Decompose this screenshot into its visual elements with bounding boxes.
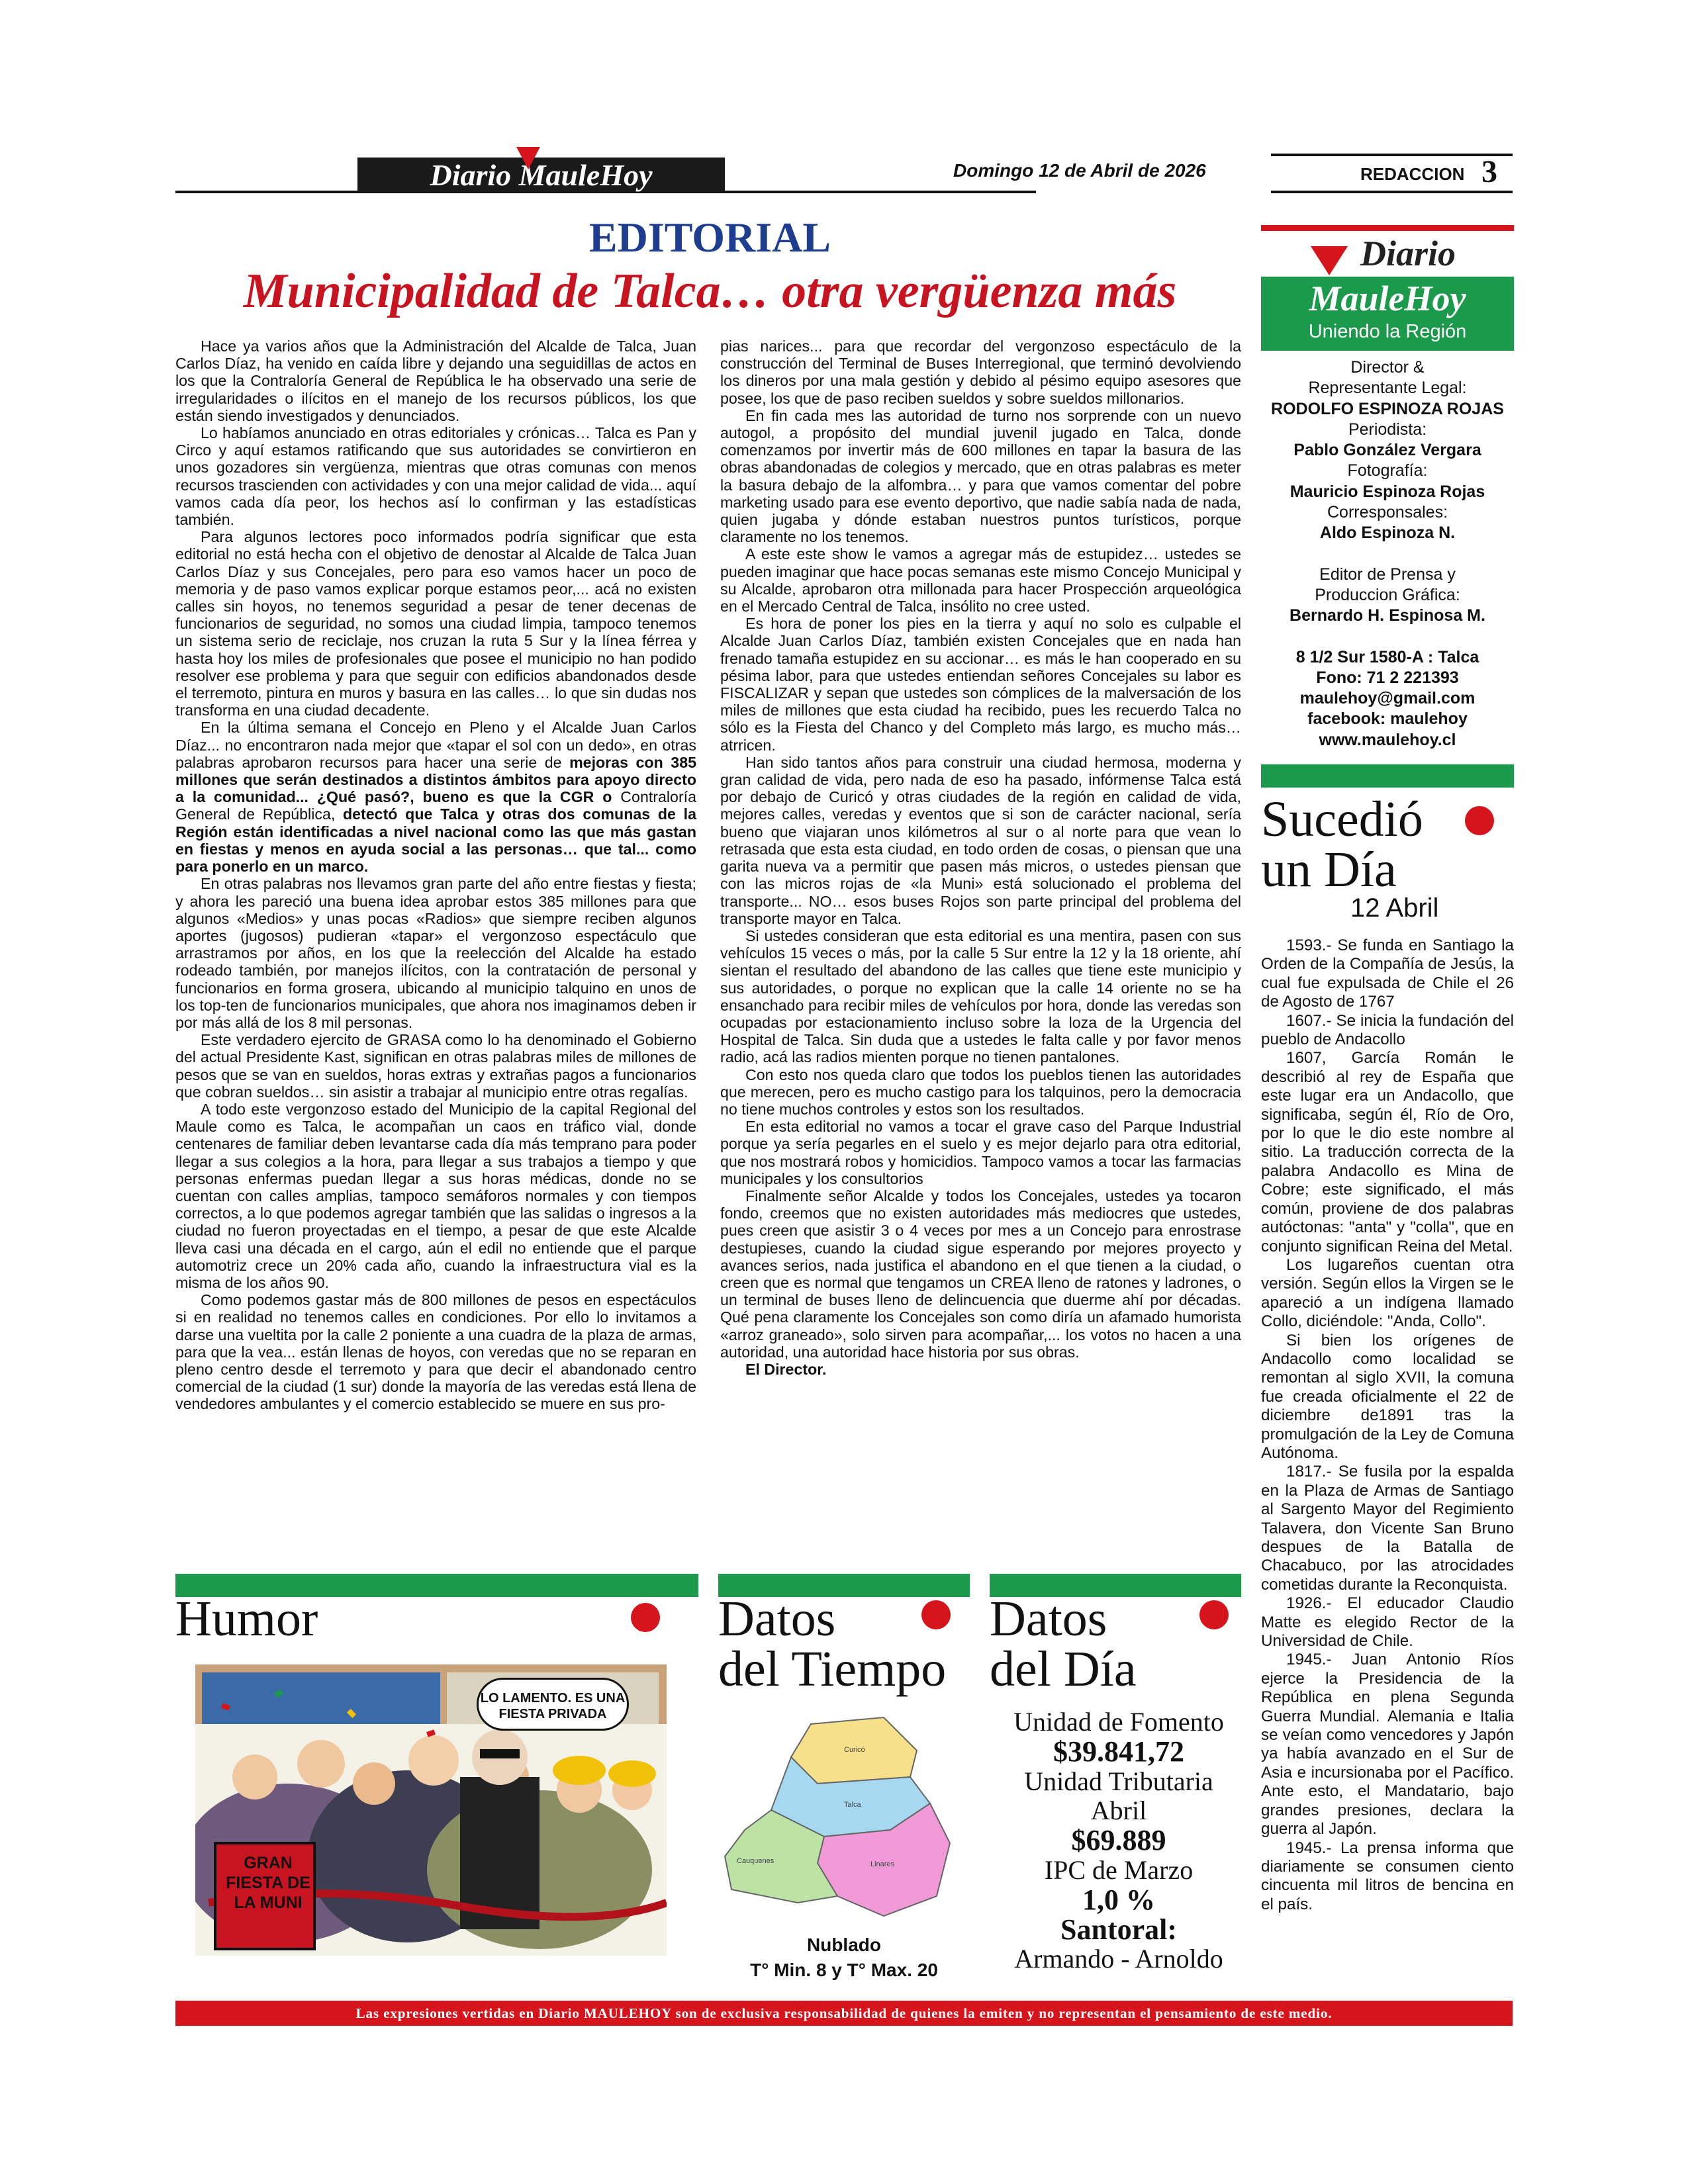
uf-value: $39.841,72 (1053, 1735, 1184, 1768)
staff-line: Mauricio Espinoza Rojas (1289, 482, 1485, 501)
sucedio-entry: 1607, García Román le describió al rey de España que este lugar era un Andacollo, que significaba, según él, Río de Oro, por lo que le dio este nombre al sitio. La traducción correcta de la palabra Andacollo es Mina de Cobre; este significado, el más común, proviene de dos palabras autóctonas: "anta" y "colla", que en conjunto significan Reina del Metal. (1261, 1049, 1514, 1255)
dia-title-line: Datos (990, 1591, 1107, 1647)
header-logo: Diario MauleHoy (357, 158, 725, 192)
red-dot-icon (1465, 806, 1494, 835)
dia-title (990, 1591, 1137, 1697)
weather-condition: Nublado (807, 1934, 881, 1955)
maule-region-map (718, 1704, 970, 1923)
masthead-green-box (1261, 277, 1514, 351)
staff-line: RODOLFO ESPINOZA ROJAS (1271, 399, 1504, 418)
paragraph: A todo este vergonzoso estado del Municipio de la capital Regional del Maule como es Talca, le acompañan un caos en tráfico vial, donde centenares de familiar deben levantarse cada día más temprano para poder llegar a sus colegios a la hora, para llegar a sus trabajos a tiempo y que personas enfermas puedan llegar a sus horas médicas, donde no se cuentan con calles amplias, tampoco semáforos normales y con tiempos correctos, a lo que podemos agregar también que las salidas o ingresos a la ciudad no fueron proyectadas en el tiempo, a pesar de que este Alcalde lleva casi una década en el cargo, aún el edil no entiende que el parque automotriz crece un 20% cada año, cuando la infraestructura vial es la misma de los años 90. (175, 1100, 696, 1291)
header-rule-bottom (1271, 191, 1513, 193)
paragraph: Finalmente señor Alcalde y todos los Concejales, ustedes ya tocaron fondo, creemos que no existen autoridades más mediocres que ustedes, pues creen que asistir 3 o 4 veces por mes a un Concejo para enrostrase destupieses, cuando la ciudad sigue esperando por mejores proyecto y avances serios, nada justifica el abandono en el que tienen a la ciudad, o creen que es normal que tengamos un CREA lleno de ratones y ladrones, o un terminal de buses lleno de delincuencia que duerme ahí por décadas. Qué pena claramente los Concejales son como diría un afamado humorista «arroz graneado», solo sirven para acompañar,... los votos no hacen a una autoridad, una autoridad hace historia por sus obras. (720, 1187, 1241, 1361)
staff-line: Corresponsales: (1327, 503, 1448, 522)
map-label: Linares (870, 1860, 895, 1868)
cartoon-sign: GRAN FIESTA DE LA MUNI (226, 1854, 310, 1912)
sidebar-red-rule (1261, 225, 1514, 231)
staff-line: Bernardo H. Espinosa M. (1289, 606, 1485, 625)
uf-label: Unidad de Fomento (1013, 1707, 1224, 1737)
masthead-name: MauleHoy (1309, 279, 1466, 318)
staff-line: Fotografía: (1347, 461, 1428, 480)
paragraph: Como podemos gastar más de 800 millones de pesos en espectáculos si en realidad no tenemos calles en condiciones. Por ello lo invitamos a darse una vueltita por la calle 2 poniente a una cuadra de la plaza de armas, para que la vea... están llenas de hoyos, con veredas que no se reparan en pleno centro desde el terremoto y para que decir el abandonado centro comercial de la ciudad (1 sur) donde la mayoría de las veredas está llena de vendedores ambulantes y el comercio establecido se muere en sus pro- (175, 1291, 696, 1413)
staff-line: Produccion Gráfica: (1315, 585, 1460, 604)
footer-disclaimer: Las expresiones vertidas en Diario MAULEHOY son de exclusiva responsabilidad de quienes la emiten y no representan el pensamiento de este medio. (175, 2001, 1513, 2026)
masthead-slogan: Uniendo la Región (1308, 321, 1467, 342)
paragraph: Con esto nos queda claro que todos los pueblos tienen las autoridades que merecen, pero es mucho castigo para los talquinos, pero la democracia no tiene muchos controles y estos son los resultados. (720, 1066, 1241, 1118)
speech-bubble: LO LAMENTO. ES UNA FIESTA PRIVADA (477, 1678, 629, 1731)
tiempo-title-line: Datos (718, 1591, 836, 1647)
staff-line: Representante Legal: (1308, 379, 1467, 398)
staff-address: 8 1/2 Sur 1580-A : Talca (1295, 647, 1479, 666)
sucedio-title-line: un Día (1261, 842, 1397, 897)
staff-line: Director & (1350, 358, 1425, 377)
utm-month: Abril (1090, 1796, 1147, 1826)
paragraph-bold: detectó que Talca y otras dos comunas de la Región están identificadas a nivel nacional como las que más gastan en fiestas y menos en ayuda social a las personas… que tal... como para ponerlo en un marco. (175, 805, 696, 876)
masthead-diario: Diario (1360, 234, 1456, 273)
map-label: Talca (844, 1801, 861, 1809)
sucedio-entry: 1926.- El educador Claudio Matte es elegido Rector de la Universidad de Chile. (1261, 1594, 1514, 1651)
sucedio-title-line: Sucedió (1261, 792, 1423, 847)
paragraph: Han sido tantos años para construir una ciudad hermosa, moderna y gran calidad de vida, pero nada de eso ha pasado, infórmense Talca está por debajo de Curicó y otras ciudades de la región en calidad de vida, mejores calles, veredas y eventos que si son de carácter nacional, sería bueno que viajaran unos kilómetros al sur o al norte para que vean lo retrasada que esta esta ciudad, en todo orden de cosas, o piensan que una garita nueva va a permitir que pasen más micros, o ustedes piensan que con las micros rojas de «la Muni» está solucionado el problema del transporte... NO… esos buses Rojos son parte principal del problema del transporte mayor en Talca. (720, 753, 1241, 927)
tiempo-title-line: del Tiempo (718, 1641, 947, 1697)
staff-line: Aldo Espinoza N. (1319, 523, 1456, 543)
sucedio-green-bar (1261, 764, 1514, 788)
masthead-triangle-icon (1311, 246, 1348, 275)
staff-website: www.maulehoy.cl (1319, 730, 1456, 749)
sucedio-entry: 1607.- Se inicia la fundación del pueblo de Andacollo (1261, 1011, 1514, 1049)
paragraph: A este este show le vamos a agregar más de estupidez… ustedes se pueden imaginar que hace pocas semanas este mismo Concejo Municipal y su Alcalde, aprobaron otra millonada para hacer Prospección arqueológica en el Mercado Central de Talca, insólito no cree usted. (720, 545, 1241, 615)
santoral-value: Armando - Arnoldo (1014, 1944, 1223, 1974)
red-dot-icon (1199, 1600, 1229, 1629)
paragraph: En esta editorial no vamos a tocar el grave caso del Parque Industrial porque ya sería pegarles en el suelo y es mejor dejarlo para otra editorial, que nos mostrará robos y homicidios. Tampoco vamos a tocar las farmacias municipales y los consultorios (720, 1118, 1241, 1187)
paragraph: Hace ya varios años que la Administración del Alcalde de Talca, Juan Carlos Díaz, ha venido en caída libre y dejando una seguidillas de actos en los que la Contraloría General de República le ha observado una serie de irregularidades o ilícitos en el manejo de los recursos públicos, los que están siendo investigados y denunciados. (175, 338, 696, 424)
staff-line: Pablo González Vergara (1293, 441, 1481, 460)
map-label: Cauquenes (737, 1857, 774, 1865)
header-section: REDACCION (1360, 164, 1465, 184)
red-dot-icon (921, 1600, 951, 1629)
paragraph-text: Contraloría General de República, (175, 788, 697, 823)
staff-phone: Fono: 71 2 221393 (1316, 668, 1459, 687)
tiempo-caption (718, 1933, 970, 1983)
sucedio-body (1261, 936, 1514, 1914)
paragraph: Es hora de poner los pies en la tierra y aquí no solo es culpable el Alcalde Juan Carlos Díaz, también existen Concejales que en nada han frenado tamaña estupidez en su accionar… es más le han cooperado en su pésima labor, para que ustedes entiendan señores Concejales su labor es FISCALIZAR y sepan que ustedes son cómplices de la malversación de los miles de millones que esta ciudad ha recibido, pues les recuerdo Talca no sólo es la Fiesta del Chanco y del Completo más largo, es mucho más… atrricen. (720, 615, 1241, 754)
header-date: Domingo 12 de Abril de 2026 (953, 160, 1206, 181)
page-number: 3 (1481, 154, 1497, 189)
paragraph: pias narices... para que recordar del vergonzoso espectáculo de la construcción del Terminal de Buses Interregional, que terminó devolviendo los dineros por una mala gestión y debido al pésimo equipo asesores que posee, los que de paso reciben sueldos y sobre sueldos millonarios. (720, 338, 1241, 407)
paragraph-bold: mejoras con 385 millones que serán destinados a distintos ámbitos para apoyo directo a la comunidad... ¿Qué pasó?, bueno es que la CGR o (175, 753, 696, 806)
sucedio-title (1261, 794, 1423, 895)
santoral-label: Santoral: (1060, 1913, 1177, 1946)
utm-value: $69.889 (1071, 1824, 1166, 1857)
sucedio-entry: 1593.- Se funda en Santiago la Orden de la Compañía de Jesús, la cual fue expulsada de Chile el 26 de Agosto de 1767 (1261, 936, 1514, 1011)
staff-line: Periodista: (1348, 420, 1427, 439)
logo-triangle-icon (516, 147, 540, 169)
staff-spacer (1261, 544, 1514, 565)
sucedio-entry: 1817.- Se fusila por la espalda en la Plaza de Armas de Santiago al Sargento Mayor del Regimiento Talavera, don Vicente San Bruno despues de la Batalla de Chacabuco, por las atrocidades cometidas durante la Reconquista. (1261, 1463, 1514, 1594)
paragraph: Para algunos lectores poco informados podría significar que esta editorial no está hecha con el objetivo de denostar al Alcalde de Talca Juan Carlos Díaz y sus Concejales, pero para eso vamos hacer un poco de memoria y de paso vamos explicar porque estamos peor,... acá no existen calles sin hoyos, no tenemos seguridad a pesar de tener decenas de funcionarios de seguridad, no somos una ciudad limpia, tampoco tenemos un sistema serio de reciclaje, nos cruzan la ruta 5 Sur y la línea férrea y hasta hoy los miles de profesionales que posee el municipio no han podido resolver ese problema y para que seguir con edificios abandonados desde el terremoto, pintura en muros y basura en las calles… lo que sin dudas nos transforma en una ciudad decadente. (175, 528, 696, 719)
paragraph: Lo habíamos anunciado en otras editoriales y crónicas… Talca es Pan y Circo y aquí estamos ratificando que sus autoridades se convirtieron en unos gozadores sin vergüenza, mientras que otras comunas con menos recursos trascienden con actividades y con una mejor calidad de vida... aquí vamos cada día peor, los hechos así lo confirman y las estadísticas también. (175, 424, 696, 529)
dia-title-line: del Día (990, 1641, 1137, 1697)
staff-facebook: facebook: maulehoy (1307, 709, 1468, 729)
editorial-title: Municipalidad de Talca… otra vergüenza más (243, 264, 1177, 318)
paragraph: Si ustedes consideran que esta editorial es una mentira, pasen con sus vehículos 15 veces o más, por la calle 5 Sur entre la 12 y la 18 oriente, ahí sientan el resultado del abandono de las calles que tiene este municipio y sus autoridades, o porque no explican que la calle 14 oriente no se ha ensanchado para recibir miles de vehículos por hora, donde las veredas son ocupadas por estacionamiento incluso sobre la loza de la Urgencia del Hospital de Talca. Sin duda que a ustedes le falta calle y por favor menos radio, acá las radios mienten porque no tienen pantalones. (720, 927, 1241, 1066)
editorial-column-2 (720, 338, 1241, 1378)
sucedio-entry: Los lugareños cuentan otra versión. Según ellos la Virgen se le apareció a un indígena llamado Collo, diciéndole: "Anda, Collo". (1261, 1255, 1514, 1331)
paragraph: En otras palabras nos llevamos gran parte del año entre fiestas y fiesta; y ahora les pareció una buena idea aprobar estos 385 millones para que algunos «Medios» y unas pocas «Radios» que siempre reciben algunos aportes (jugosos) pudieran «tapar» el vergonzoso espectáculo que arrastramos por años, en los que la reelección del Alcalde ha estado rodeado también, por manejos ilícitos, con la contratación de personal y funcionarios en forma grosera, ubicando al municipio talquino en unos de los top-ten de funcionarios municipales, que ahora nos imaginamos deben ir por más allá de los 8 mil personas. (175, 875, 696, 1031)
paragraph: Este verdadero ejercito de GRASA como lo ha denominado el Gobierno del actual Presidente Kast, significan en otras palabras miles de millones de pesos que se van en sueldos, horas extras y extrañas pagos a funcionarios que cobran sueldos… sin asistir a trabajar al municipio entre otras regalías. (175, 1031, 696, 1101)
editorial-signature: El Director. (745, 1360, 827, 1378)
editorial-column-1 (175, 338, 696, 1413)
utm-label: Unidad Tributaria (1024, 1766, 1213, 1796)
header-rule-top (1271, 154, 1513, 156)
map-label: Curicó (844, 1746, 865, 1754)
paragraph-text: En la última semana el Concejo en Pleno y el Alcalde Juan Carlos Díaz... no encontraron nada mejor que «tapar el sol con un dedo», en otras palabras aprobaron recursos para hacer una serie de (175, 719, 696, 771)
dia-values (990, 1707, 1248, 1974)
weather-temps: T° Min. 8 y T° Max. 20 (750, 1960, 938, 1980)
red-dot-icon (631, 1603, 660, 1632)
sucedio-entry: 1945.- Juan Antonio Ríos ejerce la Presidencia de la República en plena Segunda Guerra Mundial. Alemania e Italia se veían como vencedores y Japón ya había avanzado en el Sur de Asia e incursionaba por el Pacífico. Ante esto, el Mandatario, bajo grandes presiones, declara la guerra al Japón. (1261, 1651, 1514, 1839)
sucedio-entry: Si bien los orígenes de Andacollo como localidad se remontan al siglo XVII, la comuna fue creada oficialmente el 22 de diciembre de1891 tras la promulgación de la Ley de Comuna Autónoma. (1261, 1331, 1514, 1462)
staff-spacer (1261, 627, 1514, 647)
sucedio-entry: 1945.- La prensa informa que diariamente se consumen ciento cincuenta mil litros de bencina en el país. (1261, 1839, 1514, 1913)
paragraph: En fin cada mes las autoridad de turno nos sorprende con un nuevo autogol, a propósito del mundial juvenil jugado en Talca, donde comenzamos por invertir más de 600 millones en tapar la basura de las obras abandonadas de colegios y mercado, que en otras palabras es meter la basura debajo de la alfombra… y para que vamos comentar del pobre marketing usado para ese evento deportivo, que nadie sabía nada de nada, quien jugaba y dónde estaban nuestros puntos turísticos, porque claramente no los tenemos. (720, 406, 1241, 546)
ipc-label: IPC de Marzo (1044, 1854, 1194, 1885)
staff-box (1261, 357, 1514, 751)
editorial-label: EDITORIAL (588, 214, 831, 261)
staff-line: Editor de Prensa y (1319, 565, 1456, 584)
staff-email: maulehoy@gmail.com (1299, 689, 1476, 708)
paragraph (175, 719, 696, 875)
tiempo-title (718, 1591, 947, 1697)
weather-map (718, 1704, 970, 1923)
sucedio-date: 12 Abril (1350, 893, 1439, 923)
ipc-value: 1,0 % (1082, 1883, 1155, 1916)
humor-title: Humor (175, 1591, 318, 1647)
